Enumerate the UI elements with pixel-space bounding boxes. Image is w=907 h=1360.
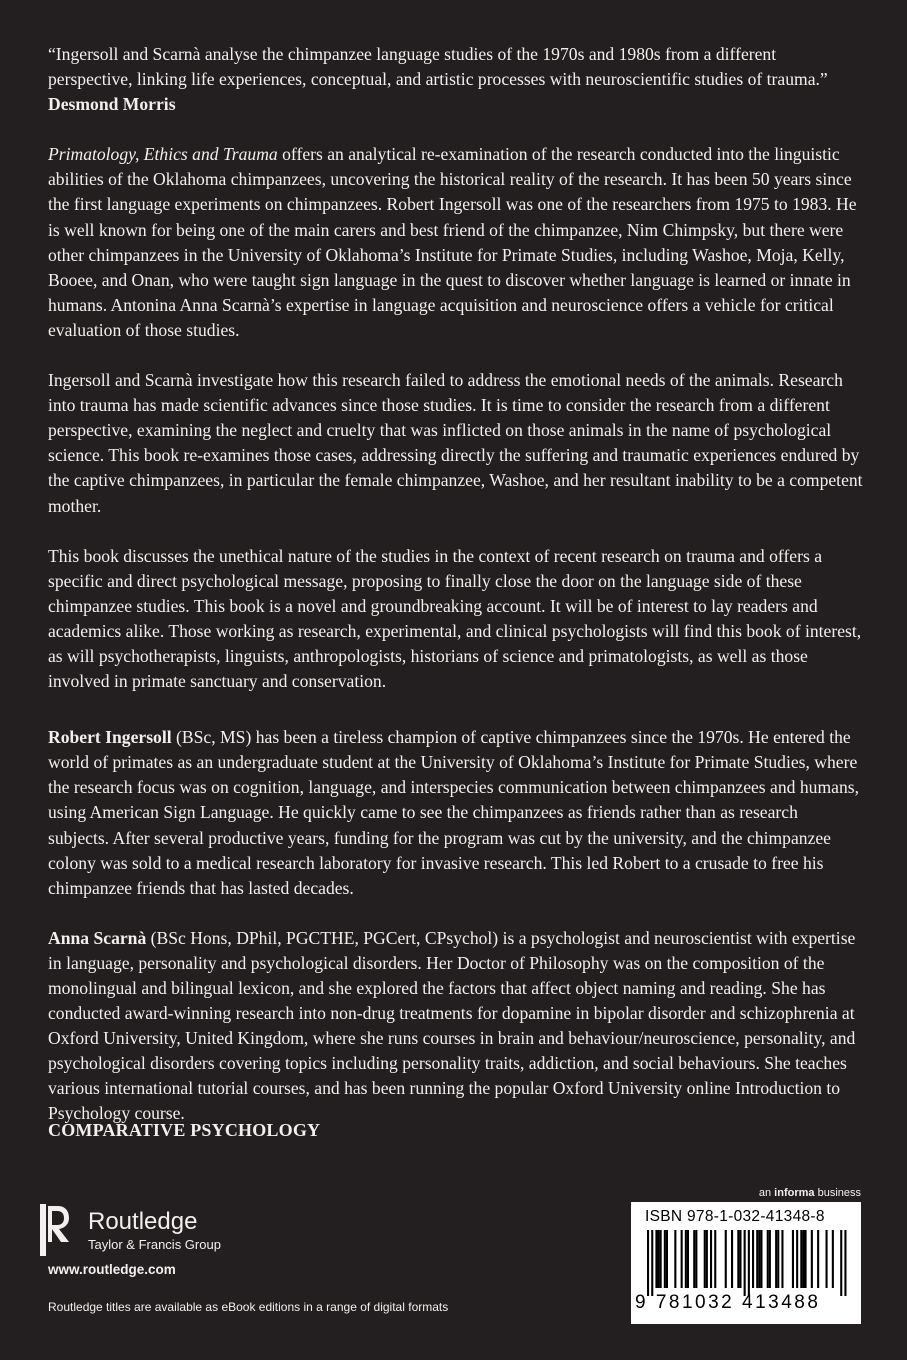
barcode-bar (725, 1230, 727, 1288)
barcode-bar (758, 1230, 760, 1288)
barcode-bar (651, 1230, 653, 1296)
barcode-bar (664, 1230, 666, 1288)
endorsement-author-name: Desmond Morris (48, 94, 176, 115)
barcode-bar (811, 1230, 813, 1288)
author-bio-text: (BSc, MS) has been a tireless champion of captive chimpanzees since the 1970s. He entered the world of primates as an undergraduate student at the University of Oklahoma’s Institute for Primate Studies, where the research focus was on cognition, language, and interspecies communication between chimpanzees and humans, using American Sign Language. He quickly came to see the chimpanzees as friends rather than as research subjects. After several productive years, funding for the program was cut by the university, and the chimpanzee colony was sold to a medical research laboratory for invasive research. This led Robert to a crusade to free his chimpanzee friends that has lasted decades. (48, 727, 859, 898)
barcode-bar (775, 1230, 777, 1288)
routledge-r-icon (40, 1204, 70, 1256)
publisher-logo (40, 1204, 240, 1264)
ebook-note: Routledge titles are available as eBook editions in a range of digital formats (48, 1300, 449, 1314)
barcode-bar (731, 1230, 733, 1288)
publisher-group: Taylor & Francis Group (88, 1237, 221, 1252)
barcode-bar (687, 1230, 689, 1288)
barcode-bar (744, 1230, 746, 1296)
barcode-bar (800, 1230, 802, 1288)
barcode-digits: 9 781032 413488 (635, 1292, 821, 1313)
publisher-name: Routledge (88, 1208, 198, 1235)
barcode-bar (777, 1230, 779, 1288)
description-paragraph-1 (48, 142, 863, 343)
barcode-bar (826, 1230, 828, 1288)
barcode-bar (767, 1230, 769, 1288)
description-paragraph-3: This book discusses the unethical nature of the studies in the context of recent research on trauma and offers a specific and direct psychological message, proposing to finally close the door on the language side of these chimpanzee studies. This book is a novel and groundbreaking account. It will be of interest to lay readers and academics alike. Those working as research, experimental, and clinical psychologists will find this book of interest, as will psychotherapists, linguists, anthropologists, historians of science and primatologists, as well as those involved in primate sanctuary and conservation. (48, 545, 862, 692)
barcode-bar (693, 1230, 695, 1288)
barcode-bar (756, 1230, 758, 1288)
barcode-bar (748, 1230, 750, 1296)
barcode-bar (706, 1230, 708, 1288)
barcode-bar (760, 1230, 762, 1288)
informa-suffix: business (817, 1187, 861, 1199)
barcode-bar (802, 1230, 804, 1288)
back-cover-text (48, 42, 863, 1127)
barcode-bar (704, 1230, 706, 1288)
isbn-barcode (631, 1202, 861, 1324)
description-paragraph-2: Ingersoll and Scarnà investigate how this research failed to address the emotional needs of the animals. Research into trauma has made scientific advances since those studies. It is time to consider the research from a different perspective, examining the neglect and cruelty that was inflicted on those animals in the name of psychological science. This book re-examines those cases, addressing directly the suffering and traumatic experiences endured by the captive chimpanzees, in particular the female chimpanzee, Washoe, and her resultant inability to be a competent mother. (48, 370, 863, 516)
author-bio-text: (BSc Hons, DPhil, PGCTHE, PGCert, CPsychol) is a psychologist and neuroscientist with expertise in language, personality and psychological disorders. Her Doctor of Philosophy was on the composition of the monolingual and bilingual lexicon, and she explored the factors that affect object naming and reading. She has conducted award-winning research into non-drug treatments for dopamine in bipolar disorder and schizophrenia at Oxford University, United Kingdom, where she runs courses in brain and behaviour/neuroscience, personality, and psychological disorders covering topics including personality traits, addiction, and social behaviours. She teaches various international tutorial courses, and has been running the popular Oxford University online Introduction to Psychology course. (48, 927, 856, 1124)
author-bio-scarna (48, 926, 863, 1127)
barcode-bar (714, 1230, 716, 1288)
barcode-bar (666, 1230, 668, 1288)
barcode-bar (739, 1230, 741, 1288)
informa-brand: informa (774, 1187, 815, 1199)
publisher-url[interactable]: www.routledge.com (48, 1262, 176, 1277)
isbn-label: ISBN 978-1-032-41348-8 (645, 1208, 825, 1225)
barcode-bar (817, 1230, 819, 1288)
subject-category: COMPARATIVE PSYCHOLOGY (48, 1120, 321, 1140)
barcode-bar (655, 1230, 657, 1288)
barcode-bar (685, 1230, 687, 1288)
barcode-bar (737, 1230, 739, 1288)
barcode-bar (710, 1230, 712, 1288)
barcode-bars (641, 1230, 851, 1296)
barcode-bar (805, 1230, 807, 1288)
barcode-bar (781, 1230, 783, 1288)
barcode-bar (647, 1230, 649, 1296)
endorsement-author (48, 92, 863, 117)
barcode-bar (674, 1230, 676, 1288)
barcode-bar (796, 1230, 798, 1288)
barcode-bar (658, 1230, 660, 1288)
author-name: Robert Ingersoll (48, 727, 172, 748)
barcode-bar (752, 1230, 754, 1288)
barcode-bar (695, 1230, 697, 1288)
barcode-bar (660, 1230, 662, 1288)
barcode-bar (792, 1230, 794, 1288)
description-paragraph-1-text: offers an analytical re-examination of the research conducted into the linguistic abilities of the Oklahoma chimpanzees, uncovering the historical reality of the research. It has been 50 years since the first language experiments on chimpanzees. Robert Ingersoll was one of the researchers from 1975 to 1983. He is well known for being one of the main carers and best friend of the chimpanzee, Nim Chimpsky, but there were other chimpanzees in the University of Oklahoma’s Institute for Primate Studies, including Washoe, Moja, Kelly, Booee, and Onan, who were taught sign language in the quest to discover whether language is learned or innate in humans. Antonina Anna Scarnà’s expertise in language acquisition and neuroscience offers a vehicle for critical evaluation of those studies. (48, 144, 857, 340)
informa-prefix: an (758, 1187, 772, 1199)
barcode-bar (844, 1230, 846, 1296)
barcode-bar (840, 1230, 842, 1296)
informa-tagline (759, 1187, 861, 1199)
book-title: Primatology, Ethics and Trauma (48, 144, 278, 165)
author-name: Anna Scarnà (48, 927, 147, 948)
barcode-bar (769, 1230, 771, 1288)
barcode-bar (681, 1230, 683, 1288)
endorsement-quote: “Ingersoll and Scarnà analyse the chimpanzee language studies of the 1970s and 1980s from a different perspective, linking life experiences, conceptual, and artistic processes with neuroscientific studies of trauma.” (48, 44, 828, 90)
barcode-bar (832, 1230, 834, 1288)
author-bio-ingersoll (48, 725, 863, 901)
